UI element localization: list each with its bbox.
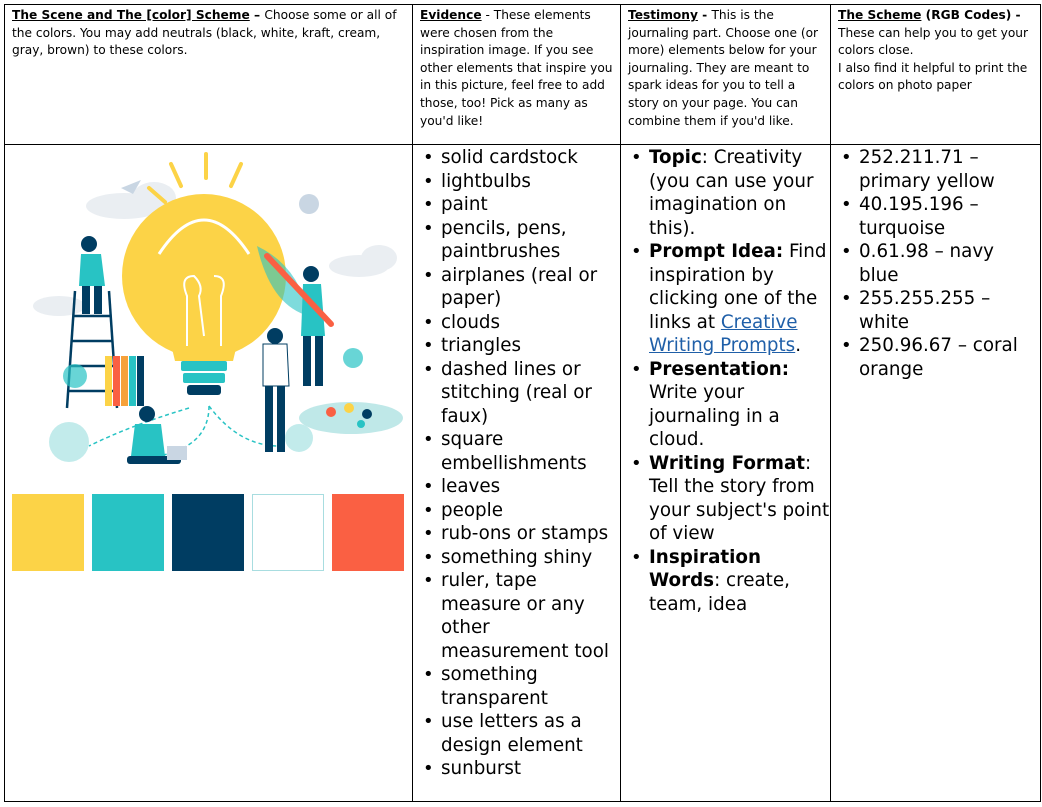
list-item: • dashed lines or stitching (real or faux) [413,358,620,429]
evidence-list [413,145,620,781]
presentation-item [621,358,830,452]
prompt-text: Find inspiration by clicking one of the links at [649,241,827,333]
scheme-text-2: I also find it helpful to print the colors on photo paper [838,60,1028,93]
topic-label: Topic [649,147,702,168]
words-item [621,546,830,617]
scheme-title-2: (RGB Codes) - [921,8,1021,22]
topic-item [621,146,830,240]
header-testimony [621,5,831,145]
inspiration-illustration [9,146,409,491]
list-item: • something shiny [413,546,620,570]
scene-dash: – [249,8,265,22]
testimony-list [621,145,830,616]
list-item: • ruler, tape measure or any other measurement tool [413,569,620,663]
prompt-item [621,240,830,358]
color-swatch-yellow [12,494,84,571]
header-scheme [831,5,1041,145]
scene-title: The Scene and The [color] Scheme [12,8,250,22]
evidence-cell [413,145,621,802]
scheme-cell [831,145,1041,802]
scene-text: Choose some or all of the colors. You may add neutrals (black, white, kraft, cream, gray, brown) to these colors. [12,8,397,58]
presentation-text: Write your journaling in a cloud. [649,382,780,450]
list-item: • people [413,499,620,523]
list-item: • rub-ons or stamps [413,522,620,546]
list-item: • solid cardstock [413,146,620,170]
scheme-text: These can help you to get your colors close. [838,25,1029,58]
color-swatch-navy [172,494,244,571]
format-text: : Tell the story from your subject's point of view [649,452,830,544]
list-item: • 250.96.67 – coral orange [831,334,1032,381]
list-item: • lightbulbs [413,170,620,194]
prompt-end: . [795,335,802,356]
list-item: • 0.61.98 – navy blue [831,240,1032,287]
list-item: • 255.255.255 – white [831,287,1032,334]
topic-text: : Creativity (you can use your imagination on this). [649,147,814,239]
list-item: • triangles [413,334,620,358]
list-item: • airplanes (real or paper) [413,264,620,311]
color-swatch-white [252,494,324,571]
list-item: • paint [413,193,620,217]
words-label: Inspiration Words [649,546,761,591]
list-item: • square embellishments [413,428,620,475]
header-scene [5,5,413,145]
list-item: • something transparent [413,663,620,710]
presentation-label: Presentation: [649,358,790,380]
list-item: • 252.211.71 – primary yellow [831,146,1032,193]
list-item: • sunburst [413,757,620,781]
testimony-text: This is the journaling part. Choose one (or more) elements below for your journaling. They are meant to spark ideas for you to tell a story on your page. You can combine them if you'd like. [628,8,819,128]
rgb-list [831,145,1040,381]
testimony-cell [621,145,831,802]
prompt-label: Prompt Idea: [649,241,784,262]
creative-writing-prompts-link[interactable]: Creative Writing Prompts [649,311,798,356]
evidence-text: - These elements were chosen from the inspiration image. If you see other elements that inspire you in this picture, feel free to add those, too! Pick as many as you'd like! [420,8,613,128]
header-evidence [413,5,621,145]
format-label: Writing Format [649,452,806,474]
list-item: • pencils, pens, paintbrushes [413,217,620,264]
list-item: • 40.195.196 – turquoise [831,193,1032,240]
header-row [5,5,1041,145]
list-item: • clouds [413,311,620,335]
list-item: • use letters as a design element [413,710,620,757]
color-swatch-turquoise [92,494,164,571]
words-text: : create, team, idea [649,570,790,615]
testimony-dash: - [697,8,712,22]
scheme-title: The Scheme [838,8,922,22]
format-item [621,452,830,546]
color-swatch-coral [332,494,404,571]
testimony-title: Testimony [628,8,698,22]
evidence-title: Evidence [420,8,482,22]
list-item: • leaves [413,475,620,499]
